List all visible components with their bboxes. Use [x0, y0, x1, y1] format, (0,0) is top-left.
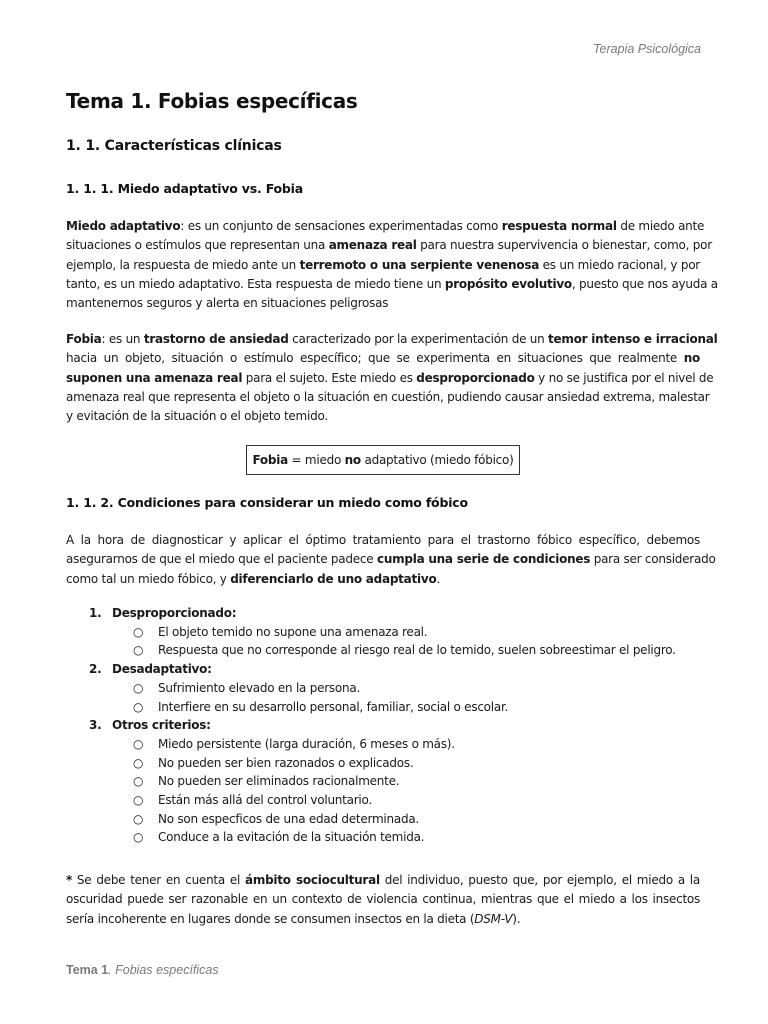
- definition-box: Fobia = miedo no adaptativo (miedo fóbico): [246, 445, 520, 475]
- subsection-heading-2: 1. 1. 2. Condiciones para considerar un miedo como fóbico: [66, 495, 468, 510]
- condition-item: 3. Otros criterios: ○ Miedo persistente (larga duración, 6 meses o más). ○ No pueden ser bien razonados o explicados. ○ No pueden ser eliminados racionalmente. ○ Están más allá del control voluntario. ○ No son especficos de una edad determinada. ○ Conduce a la evitación de la situación temida.: [66, 716, 700, 847]
- list-item: ○ No son especficos de una edad determinada.: [66, 810, 700, 829]
- list-item: ○ Sufrimiento elevado en la persona.: [66, 679, 700, 698]
- list-item: ○ Respuesta que no corresponde al riesgo real de lo temido, suelen sobreestimar el peligro.: [66, 641, 700, 660]
- paragraph-nota-sociocultural: * Se debe tener en cuenta el ámbito sociocultural del individuo, puesto que, por ejemplo, el miedo a la oscuridad puede ser razonable en un contexto de violencia continua, mientras que el miedo a los insectos sería incoherente en lugares donde se consumen insectos en la dieta (DSM-V).: [66, 873, 700, 926]
- paragraph-condiciones: A la hora de diagnosticar y aplicar el óptimo tratamiento para el trastorno fóbico específico, debemos asegurarnos de que el miedo que el paciente padece cumpla una serie de condiciones para ser considerado como tal un miedo fóbico, y diferenciarlo de uno adaptativo.: [66, 533, 716, 586]
- paragraph-miedo-adaptativo: Miedo adaptativo: es un conjunto de sensaciones experimentadas como respuesta normal de miedo ante situaciones o estímulos que representan una amenaza real para nuestra supervivencia o bienestar, como, por ejemplo, la respuesta de miedo ante un terremoto o una serpiente venenosa es un miedo racional, y por tanto, es un miedo adaptativo. Esta respuesta de miedo tiene un propósito evolutivo, puesto que nos ayuda a mantenernos seguros y alerta en situaciones peligrosas: [66, 219, 718, 311]
- circle-bullet-icon: ○: [133, 643, 144, 658]
- condition-subitems: [66, 679, 700, 716]
- page-title: Tema 1. Fobias específicas: [66, 89, 358, 113]
- condition-subitems: [66, 735, 700, 847]
- circle-bullet-icon: ○: [133, 793, 144, 808]
- list-item: ○ Conduce a la evitación de la situación temida.: [66, 828, 700, 847]
- condition-subitems: [66, 623, 700, 660]
- list-item: ○ Miedo persistente (larga duración, 6 meses o más).: [66, 735, 700, 754]
- list-item: ○ Interfiere en su desarrollo personal, familiar, social o escolar.: [66, 698, 700, 717]
- circle-bullet-icon: ○: [133, 755, 144, 770]
- paragraph-fobia: Fobia: es un trastorno de ansiedad caracterizado por la experimentación de un temor intenso e irracional hacia un objeto, situación o estímulo específico; que se experimenta en situaciones que realmente no suponen una amenaza real para el sujeto. Este miedo es desproporcionado y no se justifica por el nivel de amenaza real que representa el objeto o la situación en cuestión, pudiendo causar ansiedad extrema, malestar y evitación de la situación o el objeto temido.: [66, 332, 718, 424]
- list-item: ○ El objeto temido no supone una amenaza real.: [66, 623, 700, 642]
- circle-bullet-icon: ○: [133, 830, 144, 845]
- list-item: ○ No pueden ser eliminados racionalmente.: [66, 772, 700, 791]
- list-item: ○ No pueden ser bien razonados o explicados.: [66, 754, 700, 773]
- running-header: Terapia Psicológica: [593, 42, 701, 56]
- section-heading: 1. 1. Características clínicas: [66, 138, 282, 154]
- circle-bullet-icon: ○: [133, 624, 144, 639]
- subsection-heading-1: 1. 1. 1. Miedo adaptativo vs. Fobia: [66, 181, 303, 196]
- condition-item: 1. Desproporcionado: ○ El objeto temido no supone una amenaza real. ○ Respuesta que no corresponde al riesgo real de lo temido, suelen sobreestimar el peligro.: [66, 604, 700, 660]
- circle-bullet-icon: ○: [133, 774, 144, 789]
- circle-bullet-icon: ○: [133, 699, 144, 714]
- circle-bullet-icon: ○: [133, 736, 144, 751]
- circle-bullet-icon: ○: [133, 680, 144, 695]
- running-footer: Tema 1. Fobias específicas: [66, 963, 219, 977]
- document-body: [66, 86, 718, 926]
- list-item: ○ Están más allá del control voluntario.: [66, 791, 700, 810]
- conditions-list: [66, 604, 700, 847]
- circle-bullet-icon: ○: [133, 811, 144, 826]
- condition-item: 2. Desadaptativo: ○ Sufrimiento elevado en la persona. ○ Interfiere en su desarrollo personal, familiar, social o escolar.: [66, 660, 700, 716]
